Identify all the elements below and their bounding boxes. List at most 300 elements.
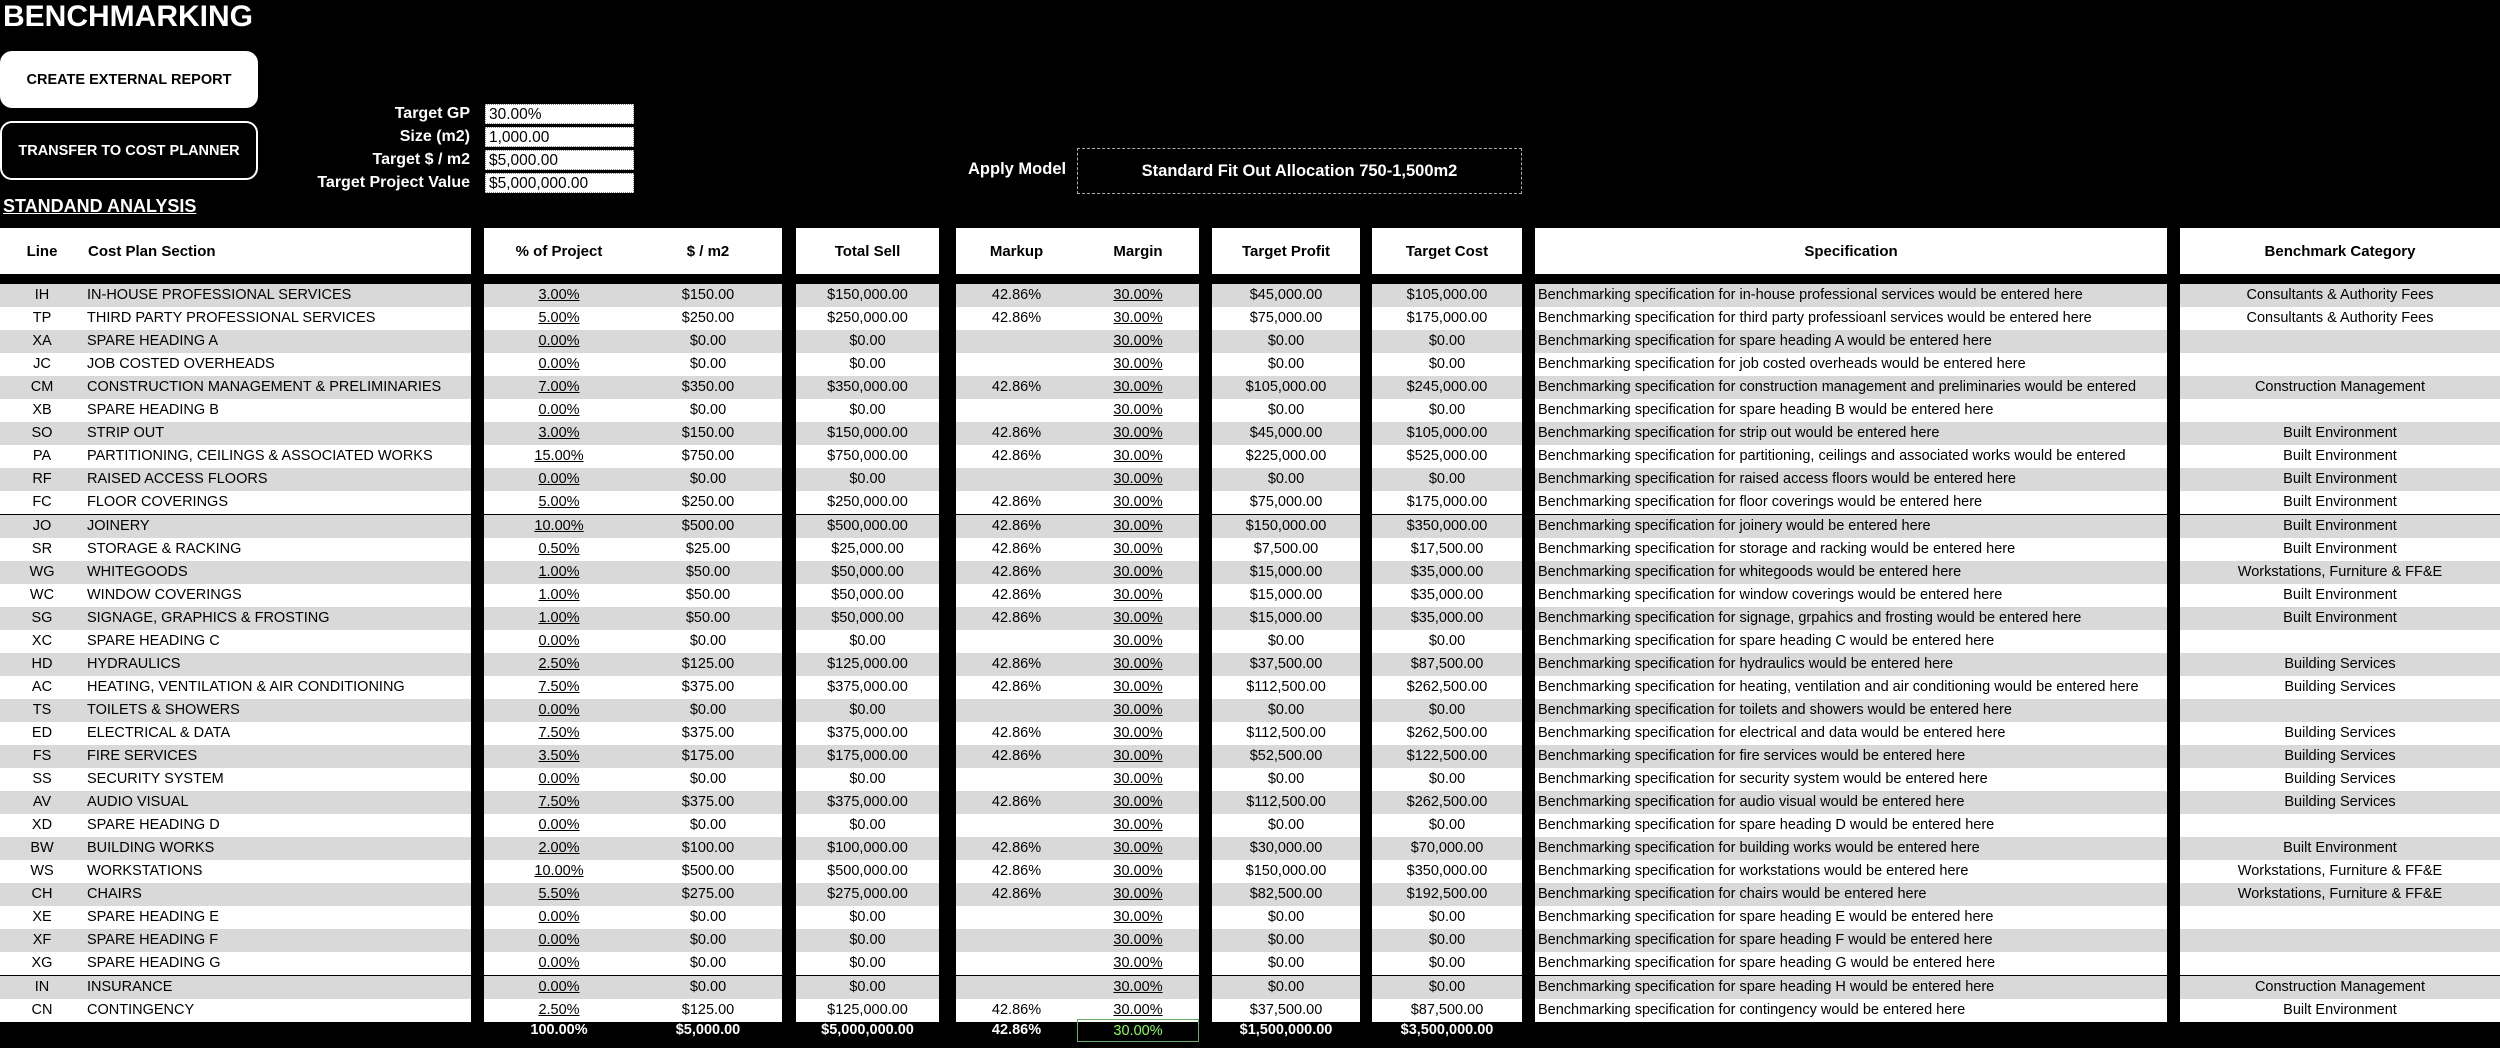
cell-sell: $100,000.00 <box>796 837 939 860</box>
cell-per-m2: $275.00 <box>634 883 782 906</box>
cell-pct[interactable]: 7.00% <box>484 376 634 399</box>
table-row <box>0 584 2500 607</box>
cell-pct[interactable]: 10.00% <box>484 860 634 883</box>
cell-category: Built Environment <box>2180 491 2500 514</box>
cell-cost: $17,500.00 <box>1372 538 1522 561</box>
cell-cost: $350,000.00 <box>1372 860 1522 883</box>
table-row <box>0 468 2500 491</box>
cell-cost: $87,500.00 <box>1372 653 1522 676</box>
cell-sell: $0.00 <box>796 814 939 837</box>
cell-section: WORKSTATIONS <box>84 860 471 883</box>
cell-markup: 42.86% <box>956 538 1077 561</box>
cell-markup <box>956 630 1077 653</box>
cell-line: XF <box>0 929 84 952</box>
cell-pct[interactable]: 0.00% <box>484 353 634 376</box>
cell-line: XD <box>0 814 84 837</box>
table-row <box>0 422 2500 445</box>
cell-profit: $15,000.00 <box>1212 584 1360 607</box>
cell-spec[interactable]: Benchmarking specification for spare heading F would be entered here <box>1535 929 2167 952</box>
cell-pct[interactable]: 0.00% <box>484 952 634 975</box>
table-row <box>0 607 2500 630</box>
cell-sell: $125,000.00 <box>796 999 939 1022</box>
cell-cost: $35,000.00 <box>1372 561 1522 584</box>
cell-per-m2: $375.00 <box>634 722 782 745</box>
cell-sell: $0.00 <box>796 906 939 929</box>
cell-per-m2: $0.00 <box>634 929 782 952</box>
cell-line: XC <box>0 630 84 653</box>
cell-sell: $275,000.00 <box>796 883 939 906</box>
target-project-value-label: Target Project Value <box>317 174 470 191</box>
cell-pct[interactable]: 5.00% <box>484 491 634 514</box>
cell-section: SPARE HEADING E <box>84 906 471 929</box>
cell-section: CHAIRS <box>84 883 471 906</box>
target-per-m2-field[interactable]: $5,000.00 <box>485 150 634 170</box>
cell-markup <box>956 353 1077 376</box>
cell-per-m2: $0.00 <box>634 976 782 999</box>
cell-sell: $0.00 <box>796 330 939 353</box>
cell-markup <box>956 330 1077 353</box>
table-row <box>0 376 2500 399</box>
table-row <box>0 906 2500 929</box>
cell-line: CM <box>0 376 84 399</box>
table-row <box>0 307 2500 330</box>
cell-spec[interactable]: Benchmarking specification for spare heading E would be entered here <box>1535 906 2167 929</box>
cell-line: XA <box>0 330 84 353</box>
cell-cost: $192,500.00 <box>1372 883 1522 906</box>
target-project-value-field[interactable]: $5,000,000.00 <box>485 173 634 193</box>
cell-section: ELECTRICAL & DATA <box>84 722 471 745</box>
cell-section: SECURITY SYSTEM <box>84 768 471 791</box>
cell-markup: 42.86% <box>956 376 1077 399</box>
cell-cost: $0.00 <box>1372 952 1522 975</box>
cell-category: Built Environment <box>2180 468 2500 491</box>
cell-spec[interactable]: Benchmarking specification for job costed overheads would be entered here <box>1535 353 2167 376</box>
cell-profit: $0.00 <box>1212 929 1360 952</box>
cell-cost: $262,500.00 <box>1372 722 1522 745</box>
cell-margin[interactable]: 30.00% <box>1077 768 1199 791</box>
cell-category <box>2180 699 2500 722</box>
cell-line: TS <box>0 699 84 722</box>
cell-cost: $262,500.00 <box>1372 676 1522 699</box>
cell-cost: $0.00 <box>1372 399 1522 422</box>
cell-sell: $50,000.00 <box>796 607 939 630</box>
cell-pct[interactable]: 0.00% <box>484 468 634 491</box>
cell-pct[interactable]: 0.00% <box>484 814 634 837</box>
cell-sell: $0.00 <box>796 630 939 653</box>
cell-section: HYDRAULICS <box>84 653 471 676</box>
cell-sell: $375,000.00 <box>796 791 939 814</box>
cell-markup: 42.86% <box>956 676 1077 699</box>
cell-profit: $0.00 <box>1212 699 1360 722</box>
cell-margin[interactable]: 30.00% <box>1077 630 1199 653</box>
cell-cost: $262,500.00 <box>1372 791 1522 814</box>
cell-section: TOILETS & SHOWERS <box>84 699 471 722</box>
cell-spec[interactable]: Benchmarking specification for whitegoods would be entered here <box>1535 561 2167 584</box>
cell-cost: $122,500.00 <box>1372 745 1522 768</box>
cell-pct[interactable]: 0.00% <box>484 699 634 722</box>
table-row <box>0 837 2500 860</box>
cell-spec[interactable]: Benchmarking specification for third party professioanl services would be entered here <box>1535 307 2167 330</box>
total-cost: $3,500,000.00 <box>1400 1022 1494 1038</box>
cell-pct[interactable]: 5.50% <box>484 883 634 906</box>
cell-line: RF <box>0 468 84 491</box>
cell-per-m2: $100.00 <box>634 837 782 860</box>
cell-profit: $0.00 <box>1212 399 1360 422</box>
cell-profit: $75,000.00 <box>1212 307 1360 330</box>
cell-section: THIRD PARTY PROFESSIONAL SERVICES <box>84 307 471 330</box>
cell-category: Built Environment <box>2180 538 2500 561</box>
cell-spec[interactable]: Benchmarking specification for security system would be entered here <box>1535 768 2167 791</box>
cell-cost: $87,500.00 <box>1372 999 1522 1022</box>
cell-line: BW <box>0 837 84 860</box>
cell-markup: 42.86% <box>956 837 1077 860</box>
cell-margin[interactable]: 30.00% <box>1077 515 1199 538</box>
apply-model-label: Apply Model <box>968 160 1067 178</box>
cell-section: FIRE SERVICES <box>84 745 471 768</box>
cell-per-m2: $250.00 <box>634 491 782 514</box>
cell-markup: 42.86% <box>956 999 1077 1022</box>
apply-model-dropdown[interactable]: Standard Fit Out Allocation 750-1,500m2 <box>1077 148 1522 194</box>
cell-pct[interactable]: 0.00% <box>484 976 634 999</box>
cell-pct[interactable]: 7.50% <box>484 676 634 699</box>
cell-cost: $175,000.00 <box>1372 491 1522 514</box>
cell-line: WG <box>0 561 84 584</box>
table-row <box>0 515 2500 538</box>
cell-markup <box>956 929 1077 952</box>
cell-spec[interactable]: Benchmarking specification for partitioning, ceilings and associated works would be entered <box>1535 445 2167 468</box>
cell-spec[interactable]: Benchmarking specification for contingency would be entered here <box>1535 999 2167 1022</box>
cell-section: INSURANCE <box>84 976 471 999</box>
header-line: Line <box>0 228 84 274</box>
cell-pct[interactable]: 0.00% <box>484 768 634 791</box>
cell-spec[interactable]: Benchmarking specification for hydraulics would be entered here <box>1535 653 2167 676</box>
table-row <box>0 491 2500 514</box>
cell-category: Workstations, Furniture & FF&E <box>2180 883 2500 906</box>
header-target-cost: Target Cost <box>1372 228 1522 274</box>
cell-per-m2: $150.00 <box>634 422 782 445</box>
cell-per-m2: $0.00 <box>634 906 782 929</box>
cell-line: WC <box>0 584 84 607</box>
table-row <box>0 284 2500 307</box>
cell-category <box>2180 906 2500 929</box>
cell-spec[interactable]: Benchmarking specification for spare heading A would be entered here <box>1535 330 2167 353</box>
cell-pct[interactable]: 3.50% <box>484 745 634 768</box>
header-target-profit: Target Profit <box>1212 228 1360 274</box>
cell-markup: 42.86% <box>956 860 1077 883</box>
cell-margin[interactable]: 30.00% <box>1077 307 1199 330</box>
cell-profit: $0.00 <box>1212 768 1360 791</box>
cell-margin[interactable]: 30.00% <box>1077 376 1199 399</box>
cell-section: SPARE HEADING B <box>84 399 471 422</box>
cell-margin[interactable]: 30.00% <box>1077 860 1199 883</box>
cell-category: Workstations, Furniture & FF&E <box>2180 860 2500 883</box>
cell-spec[interactable]: Benchmarking specification for strip out would be entered here <box>1535 422 2167 445</box>
cell-profit: $7,500.00 <box>1212 538 1360 561</box>
cell-category: Built Environment <box>2180 515 2500 538</box>
cell-profit: $112,500.00 <box>1212 676 1360 699</box>
cell-margin[interactable]: 30.00% <box>1077 538 1199 561</box>
cell-spec[interactable]: Benchmarking specification for signage, grpahics and frosting would be entered here <box>1535 607 2167 630</box>
cell-profit: $112,500.00 <box>1212 722 1360 745</box>
cell-spec[interactable]: Benchmarking specification for spare heading H would be entered here <box>1535 976 2167 999</box>
cell-spec[interactable]: Benchmarking specification for fire services would be entered here <box>1535 745 2167 768</box>
cell-margin[interactable]: 30.00% <box>1077 422 1199 445</box>
cell-pct[interactable]: 0.00% <box>484 399 634 422</box>
cell-pct[interactable]: 2.00% <box>484 837 634 860</box>
cell-spec[interactable]: Benchmarking specification for chairs would be entered here <box>1535 883 2167 906</box>
cell-category <box>2180 814 2500 837</box>
cell-spec[interactable]: Benchmarking specification for audio visual would be entered here <box>1535 791 2167 814</box>
cell-sell: $0.00 <box>796 353 939 376</box>
cell-per-m2: $25.00 <box>634 538 782 561</box>
cell-profit: $0.00 <box>1212 906 1360 929</box>
cell-per-m2: $350.00 <box>634 376 782 399</box>
cell-per-m2: $0.00 <box>634 399 782 422</box>
table-row <box>0 929 2500 952</box>
total-margin: 30.00% <box>1077 1019 1199 1042</box>
header-benchmark-category: Benchmark Category <box>2180 228 2500 274</box>
table-row <box>0 630 2500 653</box>
cell-spec[interactable]: Benchmarking specification for spare heading B would be entered here <box>1535 399 2167 422</box>
cell-line: XE <box>0 906 84 929</box>
cell-pct[interactable]: 2.50% <box>484 999 634 1022</box>
cell-margin[interactable]: 30.00% <box>1077 929 1199 952</box>
cell-pct[interactable]: 1.00% <box>484 607 634 630</box>
cell-sell: $0.00 <box>796 768 939 791</box>
cell-per-m2: $150.00 <box>634 284 782 307</box>
header-pct: % of Project <box>484 228 634 274</box>
cell-cost: $0.00 <box>1372 699 1522 722</box>
cell-profit: $150,000.00 <box>1212 515 1360 538</box>
cell-pct[interactable]: 1.00% <box>484 584 634 607</box>
cell-section: WINDOW COVERINGS <box>84 584 471 607</box>
cell-pct[interactable]: 7.50% <box>484 722 634 745</box>
cell-pct[interactable]: 5.00% <box>484 307 634 330</box>
cell-cost: $105,000.00 <box>1372 422 1522 445</box>
cell-spec[interactable]: Benchmarking specification for workstations would be entered here <box>1535 860 2167 883</box>
cell-margin[interactable]: 30.00% <box>1077 353 1199 376</box>
cell-line: ED <box>0 722 84 745</box>
size-field[interactable]: 1,000.00 <box>485 127 634 147</box>
cell-section: SPARE HEADING A <box>84 330 471 353</box>
total-per-m2: $5,000.00 <box>675 1022 741 1038</box>
cell-margin[interactable]: 30.00% <box>1077 976 1199 999</box>
cell-cost: $35,000.00 <box>1372 584 1522 607</box>
cell-spec[interactable]: Benchmarking specification for spare heading C would be entered here <box>1535 630 2167 653</box>
cell-profit: $75,000.00 <box>1212 491 1360 514</box>
cell-spec[interactable]: Benchmarking specification for in-house professional services would be entered here <box>1535 284 2167 307</box>
cell-per-m2: $750.00 <box>634 445 782 468</box>
cell-category <box>2180 952 2500 975</box>
cell-spec[interactable]: Benchmarking specification for building works would be entered here <box>1535 837 2167 860</box>
cell-profit: $0.00 <box>1212 330 1360 353</box>
cell-sell: $125,000.00 <box>796 653 939 676</box>
cell-category: Construction Management <box>2180 376 2500 399</box>
cell-margin[interactable]: 30.00% <box>1077 676 1199 699</box>
cell-cost: $0.00 <box>1372 814 1522 837</box>
cell-margin[interactable]: 30.00% <box>1077 330 1199 353</box>
cell-spec[interactable]: Benchmarking specification for electrical and data would be entered here <box>1535 722 2167 745</box>
cell-pct[interactable]: 0.00% <box>484 630 634 653</box>
cell-line: SG <box>0 607 84 630</box>
cell-per-m2: $0.00 <box>634 630 782 653</box>
create-external-report-button[interactable]: CREATE EXTERNAL REPORT <box>0 51 258 108</box>
cell-section: HEATING, VENTILATION & AIR CONDITIONING <box>84 676 471 699</box>
cell-pct[interactable]: 3.00% <box>484 284 634 307</box>
cell-pct[interactable]: 1.00% <box>484 561 634 584</box>
cell-section: SPARE HEADING C <box>84 630 471 653</box>
total-sell: $5,000,000.00 <box>821 1022 914 1038</box>
cell-spec[interactable]: Benchmarking specification for toilets and showers would be entered here <box>1535 699 2167 722</box>
cell-profit: $0.00 <box>1212 814 1360 837</box>
cell-markup: 42.86% <box>956 653 1077 676</box>
cell-pct[interactable]: 0.00% <box>484 906 634 929</box>
cell-line: JO <box>0 515 84 538</box>
table-row <box>0 538 2500 561</box>
cell-cost: $0.00 <box>1372 906 1522 929</box>
page-title: BENCHMARKING <box>3 0 253 33</box>
cell-margin[interactable]: 30.00% <box>1077 745 1199 768</box>
cell-per-m2: $375.00 <box>634 676 782 699</box>
cell-sell: $500,000.00 <box>796 515 939 538</box>
cell-markup: 42.86% <box>956 883 1077 906</box>
cell-per-m2: $50.00 <box>634 561 782 584</box>
cell-sell: $350,000.00 <box>796 376 939 399</box>
cell-cost: $0.00 <box>1372 330 1522 353</box>
cell-cost: $0.00 <box>1372 353 1522 376</box>
cell-profit: $225,000.00 <box>1212 445 1360 468</box>
cell-margin[interactable]: 30.00% <box>1077 883 1199 906</box>
cell-margin[interactable]: 30.00% <box>1077 722 1199 745</box>
cell-per-m2: $500.00 <box>634 515 782 538</box>
cell-pct[interactable]: 10.00% <box>484 515 634 538</box>
cell-category: Consultants & Authority Fees <box>2180 284 2500 307</box>
target-gp-field[interactable]: 30.00% <box>485 104 634 124</box>
cell-spec[interactable]: Benchmarking specification for spare heading G would be entered here <box>1535 952 2167 975</box>
cell-margin[interactable]: 30.00% <box>1077 999 1199 1022</box>
cell-cost: $0.00 <box>1372 468 1522 491</box>
cell-margin[interactable]: 30.00% <box>1077 468 1199 491</box>
cell-pct[interactable]: 7.50% <box>484 791 634 814</box>
cell-profit: $0.00 <box>1212 976 1360 999</box>
cell-margin[interactable]: 30.00% <box>1077 814 1199 837</box>
cell-category: Consultants & Authority Fees <box>2180 307 2500 330</box>
table-row <box>0 699 2500 722</box>
cell-line: SO <box>0 422 84 445</box>
cell-profit: $150,000.00 <box>1212 860 1360 883</box>
cell-category: Building Services <box>2180 676 2500 699</box>
cell-markup: 42.86% <box>956 491 1077 514</box>
cell-category: Built Environment <box>2180 445 2500 468</box>
cell-margin[interactable]: 30.00% <box>1077 284 1199 307</box>
cell-section: SIGNAGE, GRAPHICS & FROSTING <box>84 607 471 630</box>
cell-line: FC <box>0 491 84 514</box>
cell-pct[interactable]: 2.50% <box>484 653 634 676</box>
cell-sell: $0.00 <box>796 929 939 952</box>
cell-markup <box>956 468 1077 491</box>
cell-sell: $375,000.00 <box>796 676 939 699</box>
cell-sell: $25,000.00 <box>796 538 939 561</box>
cell-pct[interactable]: 0.00% <box>484 330 634 353</box>
header-margin: Margin <box>1077 228 1199 274</box>
cell-markup: 42.86% <box>956 561 1077 584</box>
cell-cost: $70,000.00 <box>1372 837 1522 860</box>
cell-cost: $0.00 <box>1372 630 1522 653</box>
cell-line: IH <box>0 284 84 307</box>
cell-category: Built Environment <box>2180 999 2500 1022</box>
cell-spec[interactable]: Benchmarking specification for joinery would be entered here <box>1535 515 2167 538</box>
cell-markup <box>956 768 1077 791</box>
cell-pct[interactable]: 0.50% <box>484 538 634 561</box>
cell-profit: $82,500.00 <box>1212 883 1360 906</box>
cell-line: SR <box>0 538 84 561</box>
cell-cost: $0.00 <box>1372 768 1522 791</box>
cell-pct[interactable]: 15.00% <box>484 445 634 468</box>
cell-margin[interactable]: 30.00% <box>1077 607 1199 630</box>
cell-line: WS <box>0 860 84 883</box>
cell-pct[interactable]: 0.00% <box>484 929 634 952</box>
cell-margin[interactable]: 30.00% <box>1077 584 1199 607</box>
cell-profit: $37,500.00 <box>1212 999 1360 1022</box>
transfer-to-cost-planner-button[interactable]: TRANSFER TO COST PLANNER <box>0 121 258 180</box>
cell-margin[interactable]: 30.00% <box>1077 791 1199 814</box>
cell-per-m2: $0.00 <box>634 768 782 791</box>
cell-spec[interactable]: Benchmarking specification for floor coverings would be entered here <box>1535 491 2167 514</box>
cell-margin[interactable]: 30.00% <box>1077 837 1199 860</box>
cell-spec[interactable]: Benchmarking specification for spare heading D would be entered here <box>1535 814 2167 837</box>
table-row <box>0 330 2500 353</box>
cell-markup <box>956 699 1077 722</box>
cell-margin[interactable]: 30.00% <box>1077 491 1199 514</box>
cell-markup: 42.86% <box>956 607 1077 630</box>
cell-spec[interactable]: Benchmarking specification for raised access floors would be entered here <box>1535 468 2167 491</box>
cell-sell: $0.00 <box>796 952 939 975</box>
cell-margin[interactable]: 30.00% <box>1077 399 1199 422</box>
cell-per-m2: $0.00 <box>634 952 782 975</box>
table-row <box>0 561 2500 584</box>
cell-category: Built Environment <box>2180 607 2500 630</box>
cell-margin[interactable]: 30.00% <box>1077 952 1199 975</box>
cell-sell: $150,000.00 <box>796 422 939 445</box>
cell-markup: 42.86% <box>956 515 1077 538</box>
cell-sell: $750,000.00 <box>796 445 939 468</box>
size-label: Size (m2) <box>399 128 470 145</box>
target-gp-label: Target GP <box>394 105 470 122</box>
cell-spec[interactable]: Benchmarking specification for construction management and preliminaries would be entered <box>1535 376 2167 399</box>
table-row <box>0 791 2500 814</box>
cell-section: JOB COSTED OVERHEADS <box>84 353 471 376</box>
cell-per-m2: $0.00 <box>634 814 782 837</box>
table-row <box>0 768 2500 791</box>
cell-category: Construction Management <box>2180 976 2500 999</box>
cell-sell: $50,000.00 <box>796 584 939 607</box>
cell-category: Workstations, Furniture & FF&E <box>2180 561 2500 584</box>
cell-markup: 42.86% <box>956 284 1077 307</box>
cell-sell: $375,000.00 <box>796 722 939 745</box>
cell-margin[interactable]: 30.00% <box>1077 699 1199 722</box>
cell-margin[interactable]: 30.00% <box>1077 906 1199 929</box>
cell-pct[interactable]: 3.00% <box>484 422 634 445</box>
cell-spec[interactable]: Benchmarking specification for storage and racking would be entered here <box>1535 538 2167 561</box>
cell-margin[interactable]: 30.00% <box>1077 445 1199 468</box>
cell-margin[interactable]: 30.00% <box>1077 561 1199 584</box>
cell-spec[interactable]: Benchmarking specification for heating, ventilation and air conditioning would be entered here <box>1535 676 2167 699</box>
cell-section: RAISED ACCESS FLOORS <box>84 468 471 491</box>
cell-spec[interactable]: Benchmarking specification for window coverings would be entered here <box>1535 584 2167 607</box>
cell-margin[interactable]: 30.00% <box>1077 653 1199 676</box>
cell-profit: $112,500.00 <box>1212 791 1360 814</box>
cell-line: FS <box>0 745 84 768</box>
